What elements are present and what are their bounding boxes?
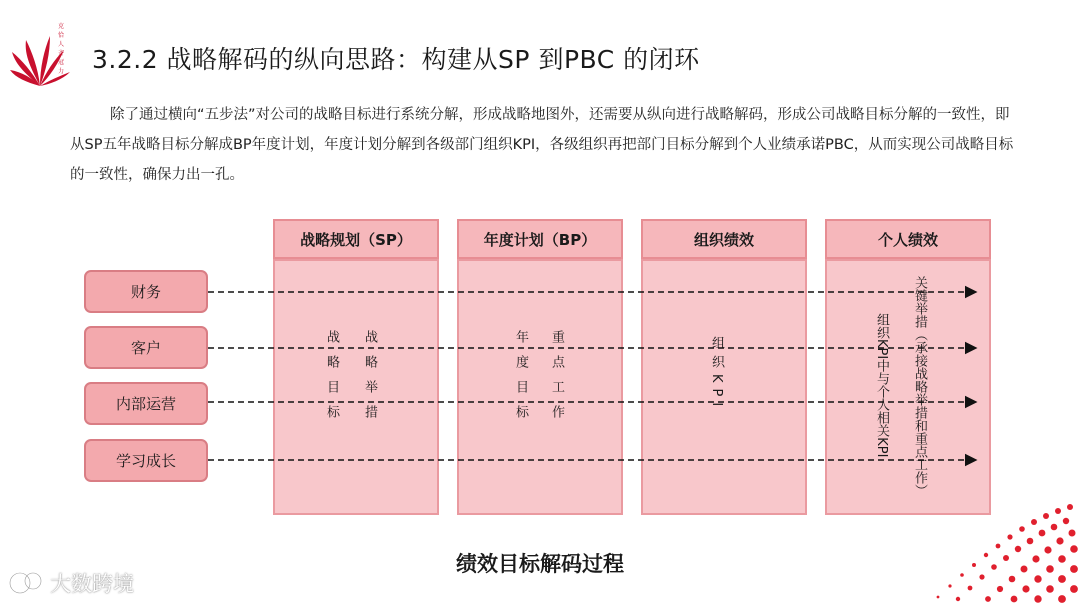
row-label-finance: 财务 (84, 270, 208, 313)
org-text-kpi: 组织KPI (709, 336, 724, 413)
watermark-text: 大数跨境 (50, 572, 134, 596)
diagram-caption: 绩效目标解码过程 (456, 552, 624, 576)
chat-bubble-icon (8, 570, 44, 596)
intro-paragraph-text: 除了通过横向“五步法”对公司的战略目标进行系统分解，形成战略地图外，还需要从纵向进行战略解码，形成公司战略目标分解的一致性，即从SP五年战略目标分解成BP年度计划，年度计划分解到各级部门组织KPI，各级组织再把部门目标分解到个人业绩承诺PBC，从而实现公司战略目标的一致性，确保力出一孔。 (70, 107, 1014, 183)
column-header-label: 战略规划（SP） (300, 230, 412, 249)
column-header-label: 年度计划（BP） (483, 230, 597, 249)
page-title: 3.2.2 战略解码的纵向思路：构建从SP 到PBC 的闭环 (92, 45, 700, 74)
decorative-dots-icon (840, 497, 1080, 607)
bp-text-key-work: 重点工作 (549, 330, 564, 430)
row-label-customer: 客户 (84, 326, 208, 369)
personal-text-key-actions: 关键举措（承接战略举措和重点工作） (912, 276, 927, 497)
watermark (8, 568, 134, 598)
row-label-learning-growth: 学习成长 (84, 439, 208, 482)
row-label-internal-ops: 内部运营 (84, 382, 208, 425)
logo-text: 克 恰 人 齐 冠 力 (58, 23, 65, 75)
personal-text-related-kpi: 组织KPI中与个人相关KPI (874, 313, 889, 458)
bp-text-annual-goals: 年度目标 (513, 330, 528, 430)
sp-text-strategy-actions: 战略举措 (362, 330, 377, 430)
column-header-label: 个人绩效 (877, 230, 938, 249)
sp-text-strategy-goals: 战略目标 (324, 330, 339, 430)
column-header-label: 组织绩效 (693, 230, 754, 249)
